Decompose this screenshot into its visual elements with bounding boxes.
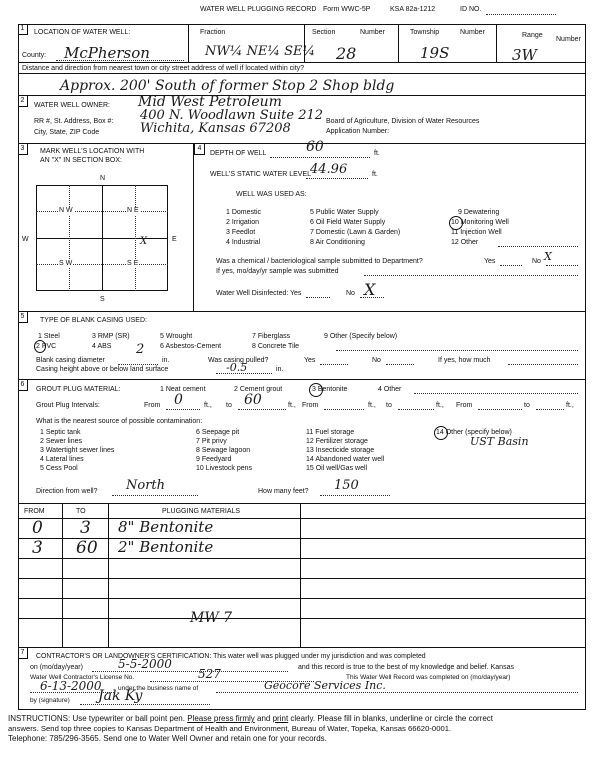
direction-field[interactable]: North [126, 478, 166, 493]
disinfected-no-option[interactable]: No [346, 290, 355, 297]
how-many-feet-field[interactable]: 150 [334, 478, 359, 493]
from-label: From [456, 402, 473, 409]
section-number-label: Number [360, 29, 385, 36]
ne-label: N E [127, 207, 139, 214]
grout-option[interactable]: 4 Other [378, 386, 402, 393]
casing-option[interactable]: 4 ABS [92, 343, 112, 350]
source-option[interactable]: 7 Pit privy [196, 438, 227, 445]
other-source-field[interactable]: UST Basin [470, 435, 529, 448]
ft-label: ft., [288, 402, 296, 409]
mark-label-line1: MARK WELL'S LOCATION WITH [40, 148, 145, 155]
grout-option[interactable]: 1 Neat cement [160, 386, 206, 393]
address-label: RR #, St. Address, Box #: [34, 118, 114, 125]
owner-field[interactable]: Mid West Petroleum [138, 94, 282, 110]
casing-diameter-label: Blank casing diameter [36, 357, 105, 364]
signature-field[interactable]: Jak Ky [98, 688, 143, 704]
use-option[interactable]: 12 Other [451, 239, 479, 246]
section-field[interactable]: 28 [336, 44, 357, 63]
city-field[interactable]: Wichita, Kansas 67208 [140, 121, 291, 136]
license-label: Water Well Contractor's License No. [30, 674, 135, 681]
township-number-label: Number [460, 29, 485, 36]
use-option[interactable]: 8 Air Conditioning [310, 239, 365, 246]
instructions-text: Use typewriter or ball point pen. [72, 714, 185, 723]
source-option[interactable]: 12 Fertilizer storage [306, 438, 368, 445]
contamination-label: What is the nearest source of possible contamination: [36, 418, 203, 425]
distance-label: Distance and direction from nearest town or city street address of well if located within city? [22, 65, 305, 72]
casing-option-selected[interactable]: 2 PVC [36, 343, 57, 350]
selection-circle [449, 216, 463, 230]
table-row-material[interactable]: 2" Bentonite [118, 538, 214, 556]
depth-field[interactable]: 60 [306, 139, 324, 155]
casing-pulled-yes[interactable]: Yes [304, 357, 316, 364]
instructions-line1 [8, 714, 493, 723]
use-option[interactable]: 2 Irrigation [226, 219, 260, 226]
table-row-from[interactable]: 0 [32, 518, 43, 538]
use-option-selected[interactable]: 10 Monitoring Well [451, 219, 509, 226]
address-field[interactable]: 400 N. Woodlawn Suite 212 [140, 108, 324, 123]
source-option[interactable]: 13 Insecticide storage [306, 447, 375, 454]
casing-diameter-unit: in. [162, 357, 170, 364]
south-label: S [100, 296, 105, 303]
ft-label: ft., [436, 402, 444, 409]
ksa-number: KSA 82a-1212 [390, 6, 436, 13]
depth-unit: ft. [374, 150, 380, 157]
section-4 [194, 144, 586, 312]
signature-label: by (signature) [30, 697, 70, 704]
section-number: 4 [194, 144, 205, 155]
business-name-label: under the business name of [118, 685, 199, 692]
location-label: LOCATION OF WATER WELL: [34, 29, 131, 36]
disinfected-no-mark[interactable]: X [364, 280, 376, 299]
casing-pulled-label: Was casing pulled? [208, 357, 269, 364]
instructions-line3: Telephone: 785/296-3565. Send one to Water Well Owner and retain one for your records. [8, 734, 327, 743]
source-option[interactable]: 11 Fuel storage [306, 429, 355, 436]
to-label: to [386, 402, 392, 409]
section-number: 7 [18, 648, 28, 659]
well-location-mark[interactable]: X [140, 236, 148, 247]
use-option[interactable]: 6 Oil Field Water Supply [310, 219, 386, 226]
instructions-text: and [257, 714, 271, 723]
license-field[interactable]: 527 [198, 667, 221, 681]
ft-label: ft., [368, 402, 376, 409]
static-level-label: WELL'S STATIC WATER LEVEL [210, 171, 312, 178]
instructions-emphasis: print [272, 714, 289, 723]
chem-no-option[interactable]: No [532, 258, 541, 265]
source-option[interactable]: 14 Abandoned water well [306, 456, 385, 463]
nw-label: N W [59, 207, 73, 214]
casing-option[interactable]: 9 Other (Specify below) [324, 333, 398, 340]
disinfected-yes-option[interactable]: Yes [290, 290, 302, 297]
township-field[interactable]: 19S [420, 44, 450, 62]
casing-height-field[interactable]: -0.5 [226, 361, 248, 374]
record-completed-label: This Water Well Record was completed on (mo/day/year) [346, 674, 511, 681]
how-many-feet-label: How many feet? [258, 488, 309, 495]
certification-text-2: and this record is true to the best of my knowledge and belief. Kansas [298, 664, 514, 671]
table-header-to: TO [76, 508, 86, 515]
fraction-field[interactable]: NW¼ NE¼ SE¼ [205, 44, 316, 59]
chem-sample-label: Was a chemical / bacteriological sample submitted to Department? [216, 258, 423, 265]
east-label: E [172, 236, 177, 243]
section-number: 6 [18, 380, 28, 391]
section-label: Section [312, 29, 336, 36]
use-option[interactable]: 5 Public Water Supply [310, 209, 379, 216]
casing-type-label: TYPE OF BLANK CASING USED: [40, 317, 147, 324]
to-label: to [524, 402, 530, 409]
source-option[interactable]: 1 Septic tank [40, 429, 81, 436]
source-option[interactable]: 5 Cess Pool [40, 465, 78, 472]
source-option[interactable]: 9 Feedyard [196, 456, 232, 463]
table-note[interactable]: MW 7 [190, 610, 233, 626]
sample-date-label: If yes, mo/day/yr sample was submitted [216, 268, 339, 275]
source-option[interactable]: 15 Oil well/Gas well [306, 465, 368, 472]
use-option[interactable]: 7 Domestic (Lawn & Garden) [310, 229, 401, 236]
record-completed-field[interactable]: 6-13-2000 [40, 679, 102, 693]
grout-from-field[interactable]: 0 [174, 392, 183, 408]
owner-label: WATER WELL OWNER: [34, 102, 110, 109]
form-number: Form WWC-5P [323, 6, 371, 13]
chem-no-mark[interactable]: X [544, 250, 552, 263]
source-option[interactable]: 8 Sewage lagoon [196, 447, 251, 454]
selection-circle [309, 383, 323, 397]
source-option[interactable]: 10 Livestock pens [196, 465, 253, 472]
table-row-from[interactable]: 3 [32, 538, 43, 558]
disinfected-label: Water Well Disinfected: [216, 290, 289, 297]
section-number: 3 [18, 144, 28, 155]
ft-label: ft., [566, 402, 574, 409]
north-label: N [100, 175, 106, 182]
certification-text: CONTRACTOR'S OR LANDOWNER'S CERTIFICATION: This water well was plugged under my jurisdiction and was completed [36, 653, 426, 660]
instructions-line2: answers. Send top three copies to Kansas Department of Health and Environment, Bureau of Water, Topeka, Kansas 66620-0001. [8, 724, 452, 733]
table-header-materials: PLUGGING MATERIALS [162, 508, 241, 515]
used-as-label: WELL WAS USED AS: [236, 191, 307, 198]
direction-label: Direction from well? [36, 488, 98, 495]
grout-option[interactable]: 2 Cement grout [234, 386, 283, 393]
grout-material-label: GROUT PLUG MATERIAL: [36, 386, 121, 393]
county-label: County: [22, 52, 47, 59]
table-header-from: FROM [24, 508, 45, 515]
board-text: Board of Agriculture, Division of Water Resources [326, 118, 480, 125]
from-label: From [144, 402, 161, 409]
source-option-selected[interactable]: 14 Other (specify below) [436, 429, 512, 436]
id-label: ID NO. [460, 6, 482, 13]
static-level-field[interactable]: 44.96 [310, 162, 348, 177]
how-much-label: If yes, how much [438, 357, 491, 364]
west-label: W [22, 236, 29, 243]
range-label: Range [522, 32, 543, 39]
instructions-label: INSTRUCTIONS: [8, 714, 71, 723]
casing-option[interactable]: 1 Steel [38, 333, 60, 340]
use-option[interactable]: 3 Feedlot [226, 229, 256, 236]
table-row-material[interactable]: 8" Bentonite [118, 518, 214, 536]
casing-option[interactable]: 5 Wrought [160, 333, 193, 340]
instructions-text: clearly. Please fill in blanks, underline or circle the correct [290, 714, 494, 723]
section-number: 1 [18, 24, 28, 35]
id-field[interactable] [486, 14, 556, 15]
grout-intervals-label: Grout Plug Intervals: [36, 402, 100, 409]
use-option[interactable]: 1 Domestic [226, 209, 262, 216]
source-option[interactable]: 3 Watertight sewer lines [40, 447, 115, 454]
grout-to-field[interactable]: 60 [244, 392, 262, 408]
form-title: WATER WELL PLUGGING RECORD [200, 6, 317, 13]
static-level-unit: ft. [372, 171, 378, 178]
casing-height-unit: in. [276, 366, 284, 373]
casing-option[interactable]: 7 Fiberglass [252, 333, 291, 340]
section-number: 5 [18, 312, 28, 323]
fraction-label: Fraction [200, 29, 226, 36]
se-label: S E [127, 260, 139, 267]
application-label: Application Number: [326, 128, 390, 135]
grout-option-selected[interactable]: 3 Bentonite [312, 386, 348, 393]
city-label: City, State, ZIP Code [34, 129, 100, 136]
table-row-to[interactable]: 3 [80, 518, 91, 538]
distance-field[interactable]: Approx. 200' South of former Stop 2 Shop bldg [60, 78, 395, 94]
casing-option[interactable]: 6 Asbestos-Cement [160, 343, 222, 350]
county-field[interactable]: McPherson [64, 44, 150, 62]
plugging-table [18, 504, 586, 648]
completed-on-label: on (mo/day/year) [30, 664, 83, 671]
casing-option[interactable]: 3 RMP (SR) [92, 333, 130, 340]
source-option[interactable]: 6 Seepage pit [196, 429, 240, 436]
range-number-label: Number [556, 36, 581, 43]
casing-height-label: Casing height above or below land surface [36, 366, 169, 373]
to-label: to [226, 402, 232, 409]
casing-option[interactable]: 8 Concrete Tile [252, 343, 300, 350]
depth-label: DEPTH OF WELL [210, 150, 267, 157]
ft-label: ft., [204, 402, 212, 409]
selection-circle [34, 340, 46, 353]
table-row-to[interactable]: 60 [76, 538, 98, 558]
casing-pulled-no[interactable]: No [372, 357, 381, 364]
source-option[interactable]: 2 Sewer lines [40, 438, 83, 445]
selection-circle [434, 426, 448, 440]
range-field[interactable]: 3W [512, 46, 537, 64]
section-number: 2 [18, 96, 28, 107]
use-option[interactable]: 11 Injection Well [451, 229, 502, 236]
sw-label: S W [59, 260, 73, 267]
casing-diameter-field[interactable]: 2 [136, 342, 145, 357]
completed-on-field[interactable]: 5-5-2000 [118, 657, 172, 671]
instructions-emphasis: Please press firmly [187, 714, 255, 723]
use-option[interactable]: 9 Dewatering [458, 209, 500, 216]
from-label: From [302, 402, 319, 409]
use-option[interactable]: 4 Industrial [226, 239, 261, 246]
mark-label-line2: AN "X" IN SECTION BOX: [40, 157, 122, 164]
chem-yes-option[interactable]: Yes [484, 258, 496, 265]
source-option[interactable]: 4 Lateral lines [40, 456, 84, 463]
township-label: Township [410, 29, 440, 36]
business-name-field[interactable]: Geocore Services Inc. [264, 679, 386, 692]
